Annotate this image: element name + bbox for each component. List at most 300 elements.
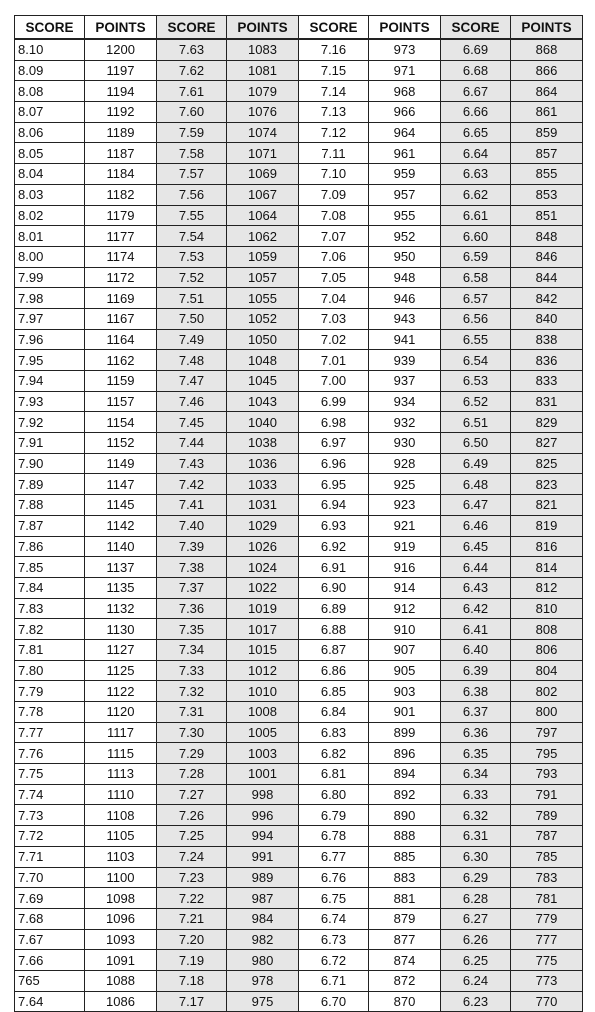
points-cell-2: 1012 xyxy=(227,660,299,681)
header-score-2: SCORE xyxy=(157,16,227,40)
points-cell-1: 1132 xyxy=(85,598,157,619)
points-cell-2: 1008 xyxy=(227,702,299,723)
score-cell-4: 6.68 xyxy=(441,60,511,81)
score-cell-1: 7.95 xyxy=(15,350,85,371)
header-points-1: POINTS xyxy=(85,16,157,40)
score-cell-4: 6.47 xyxy=(441,495,511,516)
score-cell-3: 6.99 xyxy=(299,391,369,412)
points-cell-2: 1045 xyxy=(227,371,299,392)
score-cell-3: 7.10 xyxy=(299,164,369,185)
score-cell-4: 6.30 xyxy=(441,846,511,867)
points-cell-1: 1093 xyxy=(85,929,157,950)
points-cell-3: 879 xyxy=(369,908,441,929)
points-cell-3: 921 xyxy=(369,515,441,536)
points-cell-3: 923 xyxy=(369,495,441,516)
points-cell-4: 802 xyxy=(511,681,583,702)
score-cell-1: 7.80 xyxy=(15,660,85,681)
score-cell-4: 6.69 xyxy=(441,39,511,60)
points-cell-1: 1169 xyxy=(85,288,157,309)
table-row xyxy=(15,288,583,309)
score-cell-2: 7.52 xyxy=(157,267,227,288)
score-cell-2: 7.30 xyxy=(157,722,227,743)
points-cell-1: 1113 xyxy=(85,764,157,785)
table-row xyxy=(15,102,583,123)
score-cell-2: 7.44 xyxy=(157,433,227,454)
score-cell-1: 7.89 xyxy=(15,474,85,495)
points-cell-1: 1127 xyxy=(85,639,157,660)
points-cell-2: 1079 xyxy=(227,81,299,102)
points-cell-1: 1103 xyxy=(85,846,157,867)
score-cell-3: 7.03 xyxy=(299,308,369,329)
score-cell-4: 6.64 xyxy=(441,143,511,164)
score-cell-3: 6.71 xyxy=(299,970,369,991)
points-cell-2: 1036 xyxy=(227,453,299,474)
points-cell-2: 1026 xyxy=(227,536,299,557)
table-row xyxy=(15,577,583,598)
score-cell-4: 6.29 xyxy=(441,867,511,888)
points-cell-4: 823 xyxy=(511,474,583,495)
header-points-2: POINTS xyxy=(227,16,299,40)
points-cell-1: 1122 xyxy=(85,681,157,702)
points-cell-4: 783 xyxy=(511,867,583,888)
points-cell-3: 943 xyxy=(369,308,441,329)
score-cell-2: 7.17 xyxy=(157,991,227,1012)
table-row xyxy=(15,722,583,743)
score-cell-3: 6.85 xyxy=(299,681,369,702)
score-cell-2: 7.45 xyxy=(157,412,227,433)
score-cell-1: 7.87 xyxy=(15,515,85,536)
points-cell-4: 812 xyxy=(511,577,583,598)
score-cell-3: 7.00 xyxy=(299,371,369,392)
points-cell-1: 1125 xyxy=(85,660,157,681)
points-cell-4: 821 xyxy=(511,495,583,516)
score-cell-3: 7.16 xyxy=(299,39,369,60)
score-cell-1: 8.05 xyxy=(15,143,85,164)
score-cell-3: 6.96 xyxy=(299,453,369,474)
score-cell-4: 6.34 xyxy=(441,764,511,785)
table-row xyxy=(15,391,583,412)
score-cell-2: 7.60 xyxy=(157,102,227,123)
points-cell-4: 853 xyxy=(511,184,583,205)
score-cell-3: 6.82 xyxy=(299,743,369,764)
table-row xyxy=(15,557,583,578)
score-cell-2: 7.43 xyxy=(157,453,227,474)
score-cell-4: 6.46 xyxy=(441,515,511,536)
score-cell-2: 7.61 xyxy=(157,81,227,102)
points-cell-1: 1086 xyxy=(85,991,157,1012)
score-cell-3: 6.98 xyxy=(299,412,369,433)
points-cell-3: 961 xyxy=(369,143,441,164)
points-cell-3: 955 xyxy=(369,205,441,226)
score-cell-1: 7.93 xyxy=(15,391,85,412)
points-cell-3: 939 xyxy=(369,350,441,371)
points-cell-2: 994 xyxy=(227,826,299,847)
score-cell-2: 7.63 xyxy=(157,39,227,60)
points-cell-2: 996 xyxy=(227,805,299,826)
score-cell-2: 7.33 xyxy=(157,660,227,681)
points-cell-2: 1001 xyxy=(227,764,299,785)
points-cell-2: 980 xyxy=(227,950,299,971)
score-cell-1: 7.88 xyxy=(15,495,85,516)
score-cell-3: 6.84 xyxy=(299,702,369,723)
points-cell-1: 1172 xyxy=(85,267,157,288)
points-cell-2: 1052 xyxy=(227,308,299,329)
points-cell-2: 982 xyxy=(227,929,299,950)
points-cell-2: 1048 xyxy=(227,350,299,371)
points-cell-2: 1033 xyxy=(227,474,299,495)
points-cell-2: 1071 xyxy=(227,143,299,164)
points-cell-3: 932 xyxy=(369,412,441,433)
points-cell-2: 1067 xyxy=(227,184,299,205)
score-cell-3: 7.07 xyxy=(299,226,369,247)
points-cell-3: 905 xyxy=(369,660,441,681)
table-header xyxy=(15,16,583,40)
table-body xyxy=(15,39,583,1012)
points-cell-1: 1179 xyxy=(85,205,157,226)
score-cell-3: 7.04 xyxy=(299,288,369,309)
score-cell-2: 7.35 xyxy=(157,619,227,640)
score-cell-4: 6.48 xyxy=(441,474,511,495)
score-cell-2: 7.59 xyxy=(157,122,227,143)
score-cell-1: 7.82 xyxy=(15,619,85,640)
score-points-table xyxy=(14,15,583,1012)
points-cell-4: 816 xyxy=(511,536,583,557)
score-cell-3: 7.06 xyxy=(299,246,369,267)
points-cell-4: 791 xyxy=(511,784,583,805)
points-cell-4: 789 xyxy=(511,805,583,826)
score-cell-1: 8.01 xyxy=(15,226,85,247)
points-cell-4: 785 xyxy=(511,846,583,867)
score-cell-1: 7.91 xyxy=(15,433,85,454)
points-cell-3: 885 xyxy=(369,846,441,867)
score-cell-2: 7.50 xyxy=(157,308,227,329)
points-cell-3: 916 xyxy=(369,557,441,578)
points-cell-1: 1137 xyxy=(85,557,157,578)
score-cell-2: 7.42 xyxy=(157,474,227,495)
score-cell-1: 8.03 xyxy=(15,184,85,205)
points-cell-1: 1145 xyxy=(85,495,157,516)
score-cell-3: 7.08 xyxy=(299,205,369,226)
points-cell-3: 883 xyxy=(369,867,441,888)
score-cell-2: 7.32 xyxy=(157,681,227,702)
score-cell-4: 6.67 xyxy=(441,81,511,102)
points-cell-4: 819 xyxy=(511,515,583,536)
score-cell-1: 8.00 xyxy=(15,246,85,267)
points-cell-4: 866 xyxy=(511,60,583,81)
score-cell-4: 6.38 xyxy=(441,681,511,702)
points-cell-2: 1050 xyxy=(227,329,299,350)
score-cell-3: 6.95 xyxy=(299,474,369,495)
score-cell-3: 6.92 xyxy=(299,536,369,557)
points-cell-3: 957 xyxy=(369,184,441,205)
points-cell-2: 975 xyxy=(227,991,299,1012)
score-cell-1: 7.75 xyxy=(15,764,85,785)
table-row xyxy=(15,350,583,371)
score-cell-3: 6.75 xyxy=(299,888,369,909)
score-cell-2: 7.51 xyxy=(157,288,227,309)
score-cell-1: 8.09 xyxy=(15,60,85,81)
score-cell-4: 6.66 xyxy=(441,102,511,123)
points-cell-4: 868 xyxy=(511,39,583,60)
score-cell-4: 6.40 xyxy=(441,639,511,660)
score-cell-2: 7.36 xyxy=(157,598,227,619)
score-cell-4: 6.63 xyxy=(441,164,511,185)
table-row xyxy=(15,970,583,991)
points-cell-1: 1149 xyxy=(85,453,157,474)
score-cell-2: 7.18 xyxy=(157,970,227,991)
points-cell-3: 930 xyxy=(369,433,441,454)
table-row xyxy=(15,805,583,826)
points-cell-2: 1005 xyxy=(227,722,299,743)
points-cell-4: 793 xyxy=(511,764,583,785)
points-cell-3: 896 xyxy=(369,743,441,764)
score-cell-2: 7.58 xyxy=(157,143,227,164)
points-cell-3: 914 xyxy=(369,577,441,598)
score-cell-3: 7.09 xyxy=(299,184,369,205)
score-cell-1: 765 xyxy=(15,970,85,991)
table-row xyxy=(15,226,583,247)
points-cell-4: 787 xyxy=(511,826,583,847)
points-cell-1: 1098 xyxy=(85,888,157,909)
score-cell-1: 8.04 xyxy=(15,164,85,185)
score-cell-4: 6.60 xyxy=(441,226,511,247)
points-cell-3: 903 xyxy=(369,681,441,702)
points-cell-3: 912 xyxy=(369,598,441,619)
table-row xyxy=(15,39,583,60)
score-cell-2: 7.53 xyxy=(157,246,227,267)
score-cell-2: 7.31 xyxy=(157,702,227,723)
points-cell-4: 844 xyxy=(511,267,583,288)
table-row xyxy=(15,184,583,205)
points-cell-1: 1177 xyxy=(85,226,157,247)
score-cell-3: 7.11 xyxy=(299,143,369,164)
score-cell-2: 7.26 xyxy=(157,805,227,826)
points-cell-3: 952 xyxy=(369,226,441,247)
score-cell-4: 6.31 xyxy=(441,826,511,847)
score-cell-2: 7.55 xyxy=(157,205,227,226)
score-cell-1: 7.83 xyxy=(15,598,85,619)
score-cell-3: 7.12 xyxy=(299,122,369,143)
points-cell-3: 894 xyxy=(369,764,441,785)
score-cell-1: 8.07 xyxy=(15,102,85,123)
score-cell-2: 7.41 xyxy=(157,495,227,516)
points-cell-2: 1055 xyxy=(227,288,299,309)
points-cell-3: 910 xyxy=(369,619,441,640)
points-cell-1: 1174 xyxy=(85,246,157,267)
score-cell-4: 6.25 xyxy=(441,950,511,971)
points-cell-2: 1003 xyxy=(227,743,299,764)
score-cell-4: 6.35 xyxy=(441,743,511,764)
score-cell-3: 6.86 xyxy=(299,660,369,681)
score-cell-1: 7.85 xyxy=(15,557,85,578)
score-cell-2: 7.38 xyxy=(157,557,227,578)
score-cell-1: 7.90 xyxy=(15,453,85,474)
points-cell-4: 831 xyxy=(511,391,583,412)
table-row xyxy=(15,950,583,971)
table-row xyxy=(15,764,583,785)
points-cell-2: 1031 xyxy=(227,495,299,516)
points-cell-3: 928 xyxy=(369,453,441,474)
points-cell-1: 1108 xyxy=(85,805,157,826)
header-points-4: POINTS xyxy=(511,16,583,40)
header-points-3: POINTS xyxy=(369,16,441,40)
points-cell-2: 1083 xyxy=(227,39,299,60)
table-row xyxy=(15,412,583,433)
score-cell-3: 6.83 xyxy=(299,722,369,743)
points-cell-2: 1062 xyxy=(227,226,299,247)
table-row xyxy=(15,929,583,950)
score-cell-1: 7.92 xyxy=(15,412,85,433)
points-cell-4: 770 xyxy=(511,991,583,1012)
points-cell-4: 842 xyxy=(511,288,583,309)
table-row xyxy=(15,474,583,495)
score-cell-2: 7.49 xyxy=(157,329,227,350)
points-cell-2: 1057 xyxy=(227,267,299,288)
score-cell-4: 6.58 xyxy=(441,267,511,288)
points-cell-3: 890 xyxy=(369,805,441,826)
points-cell-1: 1194 xyxy=(85,81,157,102)
points-cell-3: 959 xyxy=(369,164,441,185)
score-cell-1: 7.72 xyxy=(15,826,85,847)
points-cell-1: 1157 xyxy=(85,391,157,412)
score-cell-2: 7.21 xyxy=(157,908,227,929)
points-cell-3: 971 xyxy=(369,60,441,81)
table-row xyxy=(15,826,583,847)
points-cell-4: 864 xyxy=(511,81,583,102)
table-row xyxy=(15,867,583,888)
points-cell-1: 1192 xyxy=(85,102,157,123)
table-row xyxy=(15,143,583,164)
table-row xyxy=(15,205,583,226)
score-cell-1: 7.74 xyxy=(15,784,85,805)
score-cell-3: 6.81 xyxy=(299,764,369,785)
points-cell-2: 1069 xyxy=(227,164,299,185)
score-cell-4: 6.59 xyxy=(441,246,511,267)
score-cell-2: 7.56 xyxy=(157,184,227,205)
score-cell-1: 7.67 xyxy=(15,929,85,950)
points-cell-1: 1184 xyxy=(85,164,157,185)
score-cell-1: 8.02 xyxy=(15,205,85,226)
points-cell-2: 1043 xyxy=(227,391,299,412)
points-cell-1: 1162 xyxy=(85,350,157,371)
points-cell-1: 1135 xyxy=(85,577,157,598)
score-cell-1: 7.70 xyxy=(15,867,85,888)
table-row xyxy=(15,329,583,350)
points-cell-2: 1010 xyxy=(227,681,299,702)
score-cell-2: 7.46 xyxy=(157,391,227,412)
points-cell-1: 1167 xyxy=(85,308,157,329)
points-cell-2: 989 xyxy=(227,867,299,888)
score-cell-4: 6.33 xyxy=(441,784,511,805)
points-cell-4: 836 xyxy=(511,350,583,371)
points-cell-4: 851 xyxy=(511,205,583,226)
score-cell-3: 7.15 xyxy=(299,60,369,81)
score-cell-1: 7.79 xyxy=(15,681,85,702)
score-cell-4: 6.24 xyxy=(441,970,511,991)
points-cell-2: 1059 xyxy=(227,246,299,267)
score-cell-1: 7.73 xyxy=(15,805,85,826)
points-cell-4: 806 xyxy=(511,639,583,660)
points-cell-3: 888 xyxy=(369,826,441,847)
score-cell-4: 6.57 xyxy=(441,288,511,309)
score-cell-1: 7.68 xyxy=(15,908,85,929)
points-cell-2: 1024 xyxy=(227,557,299,578)
points-cell-1: 1187 xyxy=(85,143,157,164)
score-cell-1: 8.10 xyxy=(15,39,85,60)
table-row xyxy=(15,60,583,81)
points-cell-1: 1117 xyxy=(85,722,157,743)
table-row xyxy=(15,267,583,288)
points-cell-3: 941 xyxy=(369,329,441,350)
score-cell-3: 7.13 xyxy=(299,102,369,123)
points-cell-2: 1040 xyxy=(227,412,299,433)
points-cell-4: 808 xyxy=(511,619,583,640)
points-cell-2: 984 xyxy=(227,908,299,929)
score-cell-3: 6.90 xyxy=(299,577,369,598)
score-cell-4: 6.61 xyxy=(441,205,511,226)
points-cell-3: 964 xyxy=(369,122,441,143)
score-table-container xyxy=(14,15,580,1012)
score-cell-1: 7.71 xyxy=(15,846,85,867)
score-cell-2: 7.29 xyxy=(157,743,227,764)
table-row xyxy=(15,681,583,702)
points-cell-2: 1081 xyxy=(227,60,299,81)
points-cell-4: 781 xyxy=(511,888,583,909)
points-cell-4: 829 xyxy=(511,412,583,433)
header-score-1: SCORE xyxy=(15,16,85,40)
header-score-3: SCORE xyxy=(299,16,369,40)
score-cell-1: 8.06 xyxy=(15,122,85,143)
score-cell-2: 7.57 xyxy=(157,164,227,185)
points-cell-1: 1110 xyxy=(85,784,157,805)
table-row xyxy=(15,888,583,909)
score-cell-4: 6.36 xyxy=(441,722,511,743)
table-row xyxy=(15,515,583,536)
score-cell-1: 7.81 xyxy=(15,639,85,660)
table-row xyxy=(15,246,583,267)
score-cell-3: 6.70 xyxy=(299,991,369,1012)
points-cell-1: 1100 xyxy=(85,867,157,888)
header-score-4: SCORE xyxy=(441,16,511,40)
score-cell-4: 6.62 xyxy=(441,184,511,205)
points-cell-4: 795 xyxy=(511,743,583,764)
points-cell-4: 833 xyxy=(511,371,583,392)
points-cell-3: 966 xyxy=(369,102,441,123)
points-cell-3: 968 xyxy=(369,81,441,102)
score-cell-4: 6.51 xyxy=(441,412,511,433)
points-cell-4: 857 xyxy=(511,143,583,164)
points-cell-4: 775 xyxy=(511,950,583,971)
score-cell-3: 7.14 xyxy=(299,81,369,102)
points-cell-3: 925 xyxy=(369,474,441,495)
score-cell-4: 6.65 xyxy=(441,122,511,143)
score-cell-4: 6.50 xyxy=(441,433,511,454)
points-cell-3: 872 xyxy=(369,970,441,991)
points-cell-4: 804 xyxy=(511,660,583,681)
table-row xyxy=(15,308,583,329)
points-cell-4: 838 xyxy=(511,329,583,350)
points-cell-1: 1159 xyxy=(85,371,157,392)
table-row xyxy=(15,433,583,454)
score-cell-2: 7.34 xyxy=(157,639,227,660)
points-cell-4: 859 xyxy=(511,122,583,143)
points-cell-1: 1130 xyxy=(85,619,157,640)
table-row xyxy=(15,598,583,619)
score-cell-3: 6.76 xyxy=(299,867,369,888)
score-cell-4: 6.37 xyxy=(441,702,511,723)
score-cell-4: 6.49 xyxy=(441,453,511,474)
score-cell-1: 7.77 xyxy=(15,722,85,743)
